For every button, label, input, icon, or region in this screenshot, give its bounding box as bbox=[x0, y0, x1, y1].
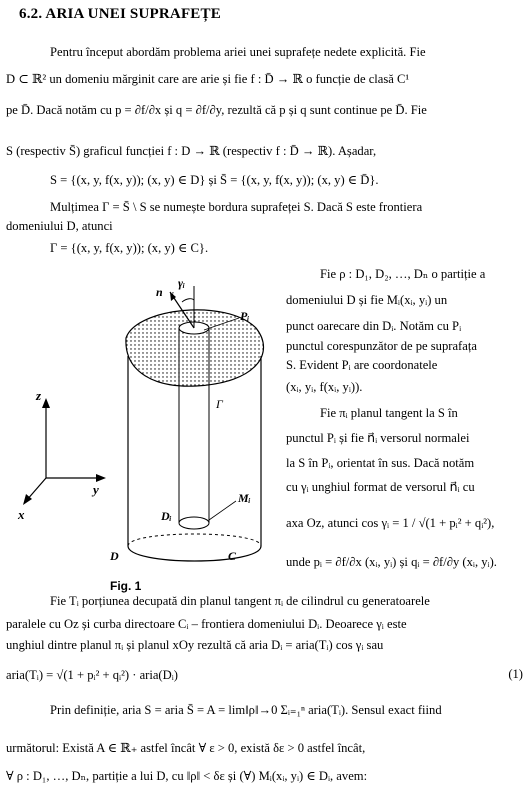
paragraph-1-line-1: Pentru început abordăm problema ariei unei suprafețe nedete explicită. Fie bbox=[50, 45, 426, 59]
inner-base-ellipse bbox=[179, 517, 209, 529]
M-pointer-line bbox=[209, 501, 236, 520]
paragraph-1-line-3: pe D̄. Dacă notăm cu p = ∂f/∂x și q = ∂f/∂y, rezultă că p și q sunt continue pe D̄. Fie bbox=[6, 103, 427, 117]
label-M: Mᵢ bbox=[238, 491, 251, 505]
cylinder-figure bbox=[6, 268, 276, 573]
paragraph-1-line-2: D ⊂ ℝ² un domeniu mărginit care are arie și fie f : D̄ → ℝ o funcție de clasă C¹ bbox=[6, 72, 410, 86]
right-text-line-2: domeniului D și fie Mᵢ(xᵢ, yᵢ) un bbox=[286, 293, 448, 307]
label-y: y bbox=[93, 482, 99, 497]
equation-1-number: (1) bbox=[508, 667, 523, 681]
right-text-line-6: (xᵢ, yᵢ, f(xᵢ, yᵢ)). bbox=[286, 380, 363, 394]
label-D: D bbox=[110, 549, 119, 563]
equation-1: aria(Tᵢ) = √(1 + pᵢ² + qᵢ²) · aria(Dᵢ) bbox=[6, 668, 178, 682]
paragraph-2-line-2: domeniului D, atunci bbox=[6, 219, 113, 233]
paragraph-3-line-1: Fie Tᵢ porțiunea decupată din planul tangent πᵢ de cilindrul cu generatoarele bbox=[50, 594, 430, 608]
label-x: x bbox=[18, 507, 25, 522]
label-gamma: γᵢ bbox=[178, 276, 186, 290]
right-text-line-3: punct oarecare din Dᵢ. Notăm cu Pᵢ bbox=[286, 319, 462, 333]
right-text-line-5: S. Evident Pᵢ are coordonatele bbox=[286, 358, 438, 372]
y-axis-arrowhead bbox=[96, 474, 106, 482]
paragraph-4-line-3: ∀ ρ : D₁, …, Dₙ, partiție a lui D, cu ‖ρ‖ < δε și (∀) Mᵢ(xᵢ, yᵢ) ∈ Dᵢ, avem: bbox=[6, 769, 368, 783]
base-back-arc bbox=[128, 534, 261, 546]
paragraph-3-line-3: unghiul dintre planul πᵢ și planul xOy rezultă că aria Dᵢ = aria(Tᵢ) cos γᵢ sau bbox=[6, 638, 384, 652]
paragraph-3-line-2: paralele cu Oz și curba directoare Cᵢ – frontiera domeniului Dᵢ. Deoarece γᵢ este bbox=[6, 617, 407, 631]
set-definition-equation: S = {(x, y, f(x, y)); (x, y) ∈ D} și S̄ = {(x, y, f(x, y)); (x, y) ∈ D̄}. bbox=[50, 173, 379, 187]
base-front-arc bbox=[128, 546, 261, 561]
right-text-line-9: la S în Pᵢ, orientat în sus. Dacă notăm bbox=[286, 456, 475, 470]
section-heading: 6.2. ARIA UNEI SUPRAFEȚE bbox=[19, 6, 221, 22]
paragraph-4-line-1: Prin definiție, aria S = aria S̄ = A = lim‖ρ‖→0 Σᵢ₌₁ⁿ aria(Tᵢ). Sensul exact fiind bbox=[50, 703, 442, 717]
label-C: C bbox=[228, 549, 237, 563]
right-text-line-7: Fie πᵢ planul tangent la S în bbox=[320, 406, 458, 420]
right-text-line-11: axa Oz, atunci cos γᵢ = 1 / √(1 + pᵢ² + qᵢ²), bbox=[286, 516, 495, 530]
boundary-equation: Γ = {(x, y, f(x, y)); (x, y) ∈ C}. bbox=[50, 241, 209, 255]
right-text-line-4: punctul corespunzător de pe suprafața bbox=[286, 339, 477, 353]
paragraph-4-line-2: următorul: Există A ∈ ℝ₊ astfel încât ∀ ε > 0, există δε > 0 astfel încât, bbox=[6, 741, 366, 755]
right-text-line-12: unde pᵢ = ∂f/∂x (xᵢ, yᵢ) și qᵢ = ∂f/∂y (xᵢ, yᵢ). bbox=[286, 555, 497, 569]
label-Gamma: Γ bbox=[216, 397, 223, 411]
right-text-line-1: Fie ρ : D₁, D₂, …, Dₙ o partiție a bbox=[320, 267, 486, 281]
label-z: z bbox=[36, 388, 42, 403]
paragraph-1-line-4: S (respectiv S̄) graficul funcției f : D → ℝ (respectiv f : D̄ → ℝ). Așadar, bbox=[6, 144, 377, 158]
right-text-line-10: cu γᵢ unghiul format de versorul n⃗ᵢ cu bbox=[286, 480, 475, 494]
paragraph-2-line-1: Mulțimea Γ = S̄ \ S se numește bordura suprafeței S. Dacă S este frontiera bbox=[50, 200, 423, 214]
label-P: Pᵢ bbox=[240, 309, 250, 323]
label-normal: n⃗ᵢ bbox=[156, 285, 175, 299]
label-Di: Dᵢ bbox=[161, 509, 172, 523]
right-text-line-8: punctul Pᵢ și fie n⃗ᵢ versorul normalei bbox=[286, 431, 470, 445]
z-axis-arrowhead bbox=[42, 398, 50, 408]
figure-caption: Fig. 1 bbox=[110, 579, 142, 593]
angle-arc bbox=[182, 299, 194, 302]
